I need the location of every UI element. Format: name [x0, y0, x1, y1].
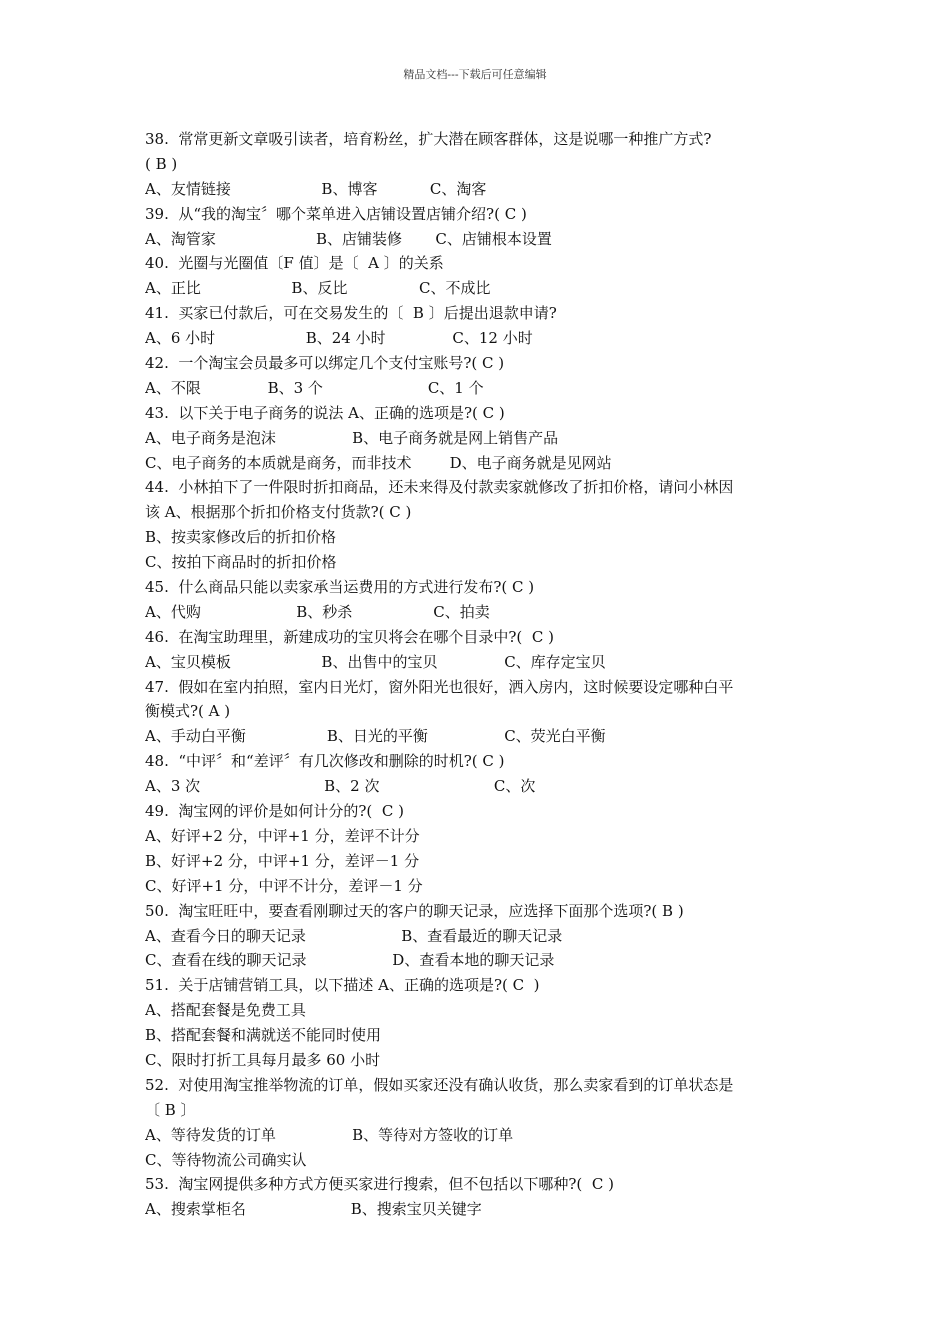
text-line: B、搭配套餐和满就送不能同时使用 — [145, 1026, 382, 1045]
text-line: 51. 关于店铺营销工具，以下描述 A、正确的选项是?( C ) — [145, 976, 540, 995]
text-line: 38. 常常更新文章吸引读者，培育粉丝，扩大潜在顾客群体，这是说哪一种推广方式? — [145, 130, 712, 148]
text-line: A、6 小时 B、24 小时 C、12 小时 — [145, 329, 533, 348]
text-line: A、宝贝模板 B、出售中的宝贝 C、库存定宝贝 — [145, 652, 606, 671]
text-line: 50. 淘宝旺旺中，要查看刚聊过天的客户的聊天记录，应选择下面那个选项?( B ) — [145, 901, 684, 920]
text-line: B、好评+2 分，中评+1 分，差评－1 分 — [145, 851, 420, 870]
text-line: A、手动白平衡 B、日光的平衡 C、荧光白平衡 — [145, 727, 606, 746]
text-line: 衡模式?( A ) — [145, 702, 231, 721]
text-line: 39. 从“我的淘宝〞哪个菜单进入店铺设置店铺介绍?( C ) — [145, 204, 527, 223]
text-line: 〔 B 〕 — [145, 1100, 196, 1119]
document-body — [145, 127, 810, 1222]
text-line: A、搭配套餐是免费工具 — [145, 1001, 306, 1020]
text-line: 49. 淘宝网的评价是如何计分的?( C ) — [145, 802, 404, 821]
text-line: C、按拍下商品时的折扣价格 — [145, 553, 337, 572]
text-line: C、电子商务的本质就是商务，而非技术 D、电子商务就是见网站 — [145, 453, 612, 472]
text-line: C、等待物流公司确实认 — [145, 1150, 307, 1169]
text-line: ( B ) — [145, 154, 178, 173]
text-line: 53. 淘宝网提供多种方式方便买家进行搜索，但不包括以下哪种?( C ) — [145, 1175, 614, 1194]
text-line: A、代购 B、秒杀 C、拍卖 — [145, 602, 490, 621]
text-line: A、淘管家 B、店铺装修 C、店铺根本设置 — [145, 229, 552, 248]
text-line: A、正比 B、反比 C、不成比 — [145, 279, 491, 298]
text-line: A、3 次 B、2 次 C、次 — [145, 777, 536, 796]
text-line: 43. 以下关于电子商务的说法 A、正确的选项是?( C ) — [145, 403, 505, 422]
text-line: C、限时打折工具每月最多 60 小时 — [145, 1050, 381, 1069]
text-line: A、查看今日的聊天记录 B、查看最近的聊天记录 — [145, 926, 563, 945]
text-line: A、电子商务是泡沫 B、电子商务就是网上销售产品 — [145, 428, 559, 447]
text-line: 46. 在淘宝助理里，新建成功的宝贝将会在哪个目录中?( C ) — [145, 627, 554, 646]
text-line: B、按卖家修改后的折扣价格 — [145, 528, 337, 547]
text-line: 该 A、根据那个折扣价格支付货款?( C ) — [145, 503, 412, 522]
text-line: A、等待发货的订单 B、等待对方签收的订单 — [145, 1125, 514, 1144]
text-line: 52. 对使用淘宝推举物流的订单，假如买家还没有确认收货，那么卖家看到的订单状态是 — [145, 1075, 734, 1094]
text-line: A、友情链接 B、博客 C、淘客 — [145, 179, 487, 198]
text-line: 41. 买家已付款后，可在交易发生的〔 B 〕后提出退款申请? — [145, 304, 557, 323]
page-header: 精品文档---下载后可任意编辑 — [403, 68, 547, 81]
text-line: 44. 小林拍下了一件限时折扣商品，还未来得及付款卖家就修改了折扣价格，请问小林因 — [145, 478, 734, 497]
text-line: A、好评+2 分，中评+1 分，差评不计分 — [145, 826, 420, 845]
text-line: C、好评+1 分，中评不计分，差评－1 分 — [145, 876, 423, 895]
text-line: 48. “中评〞和“差评〞有几次修改和删除的时机?( C ) — [145, 752, 505, 771]
text-line: 47. 假如在室内拍照，室内日光灯，窗外阳光也很好，洒入房内，这时候要设定哪种白平 — [145, 677, 734, 696]
text-line: C、查看在线的聊天记录 D、查看本地的聊天记录 — [145, 951, 555, 970]
text-line: A、搜索掌柜名 B、搜索宝贝关键字 — [145, 1200, 482, 1219]
text-line: 42. 一个淘宝会员最多可以绑定几个支付宝账号?( C ) — [145, 354, 505, 373]
text-line: 45. 什么商品只能以卖家承当运费用的方式进行发布?( C ) — [145, 578, 535, 597]
text-line: A、不限 B、3 个 C、1 个 — [145, 378, 484, 397]
text-line: 40. 光圈与光圈值〔F 值〕是〔 A 〕的关系 — [145, 254, 444, 273]
